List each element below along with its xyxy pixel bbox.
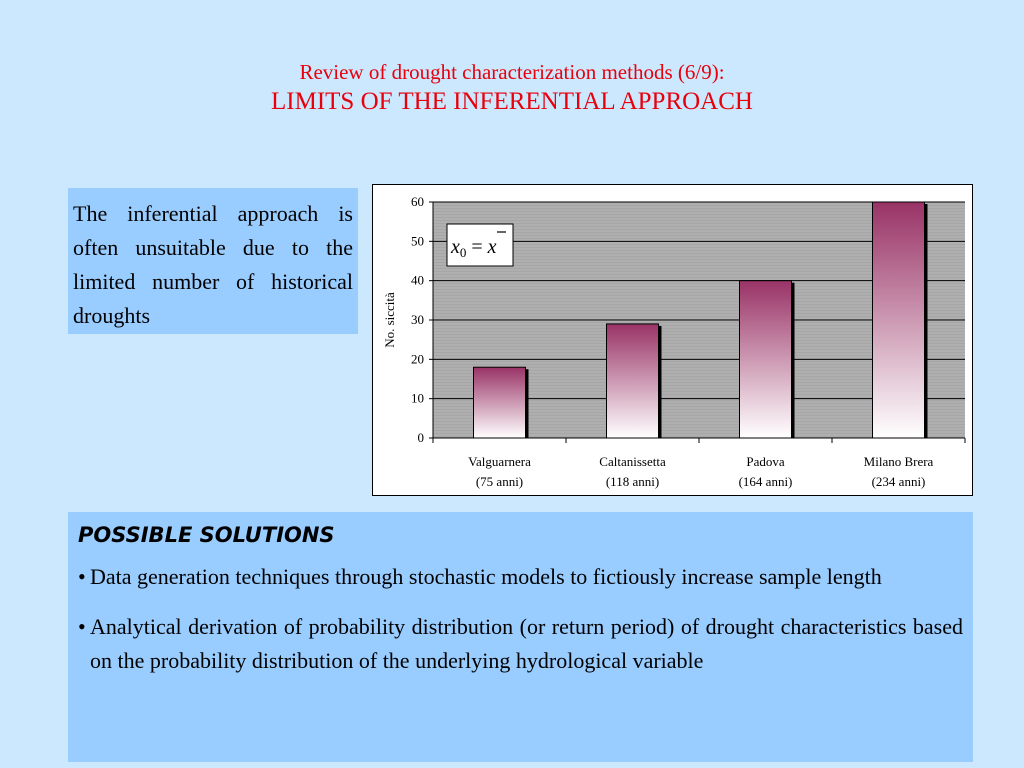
bullet: • [78, 564, 86, 589]
bullet: • [78, 614, 86, 639]
bar [474, 367, 526, 438]
intro-text: The inferential approach is often unsuitable due to the limited number of historical droughts [73, 201, 353, 328]
x-tick-sublabel: (75 anni) [475, 474, 524, 489]
solution-item [78, 610, 963, 678]
drought-count-chart [372, 184, 973, 496]
chart-svg [373, 185, 974, 497]
x-tick-label: Milano Brera [863, 454, 934, 469]
y-tick-label: 0 [417, 430, 424, 445]
slide-subtitle: Review of drought characterization methods (6/9): [299, 60, 725, 84]
formula: $x_0 = x$ [451, 236, 497, 260]
y-tick-label: 20 [411, 351, 424, 367]
solution-item [78, 560, 963, 594]
y-tick-label: 40 [411, 272, 424, 288]
solutions-box [68, 512, 973, 762]
bar [873, 202, 925, 438]
intro-text-box [68, 188, 358, 334]
x-tick-sublabel: (234 anni) [871, 474, 926, 489]
x-tick-sublabel: (118 anni) [605, 474, 660, 489]
bar [607, 324, 659, 438]
solution-text: Analytical derivation of probability distribution (or return period) of drought characteristics based on the probability distribution of the underlying hydrological variable [90, 614, 963, 673]
y-tick-label: 10 [411, 390, 424, 406]
x-tick-label: Valguarnera [468, 454, 531, 469]
solutions-heading: POSSIBLE SOLUTIONS [78, 523, 335, 547]
y-tick-label: 30 [411, 312, 424, 327]
x-tick-label: Caltanissetta [599, 454, 666, 469]
x-tick-label: Padova [746, 454, 785, 469]
bar [740, 281, 792, 438]
y-axis-label: No. siccità [382, 292, 397, 348]
slide-title [0, 58, 1024, 118]
y-tick-label: 50 [411, 233, 424, 249]
x-tick-sublabel: (164 anni) [738, 474, 793, 489]
y-tick-label: 60 [411, 194, 424, 209]
solution-text: Data generation techniques through stochastic models to fictiously increase sample length [90, 564, 882, 589]
slide-heading: LIMITS OF THE INFERENTIAL APPROACH [271, 88, 753, 115]
